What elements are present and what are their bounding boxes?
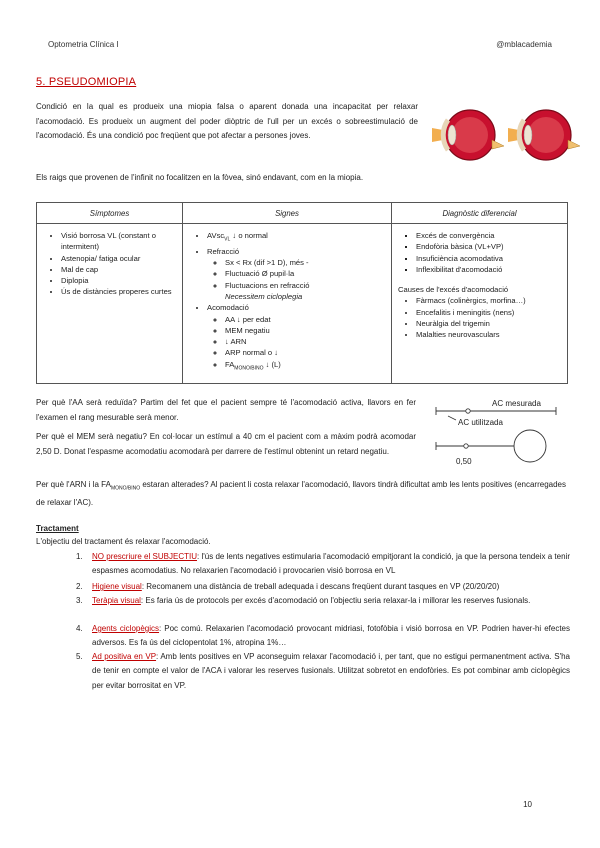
- sign-sub-item: ◦ AA ↓ per edat: [225, 314, 387, 325]
- symptom-item: • Astenopia/ fatiga ocular: [61, 253, 178, 264]
- eye-circle: [514, 430, 546, 462]
- signs-cell: [183, 224, 392, 384]
- question-aa: Per què l'AA serà reduïda? Partim del fet que el pacient sempre té l'acomodació activa, llavors en fer l'examen el rang mesurable serà menor.: [36, 398, 416, 422]
- eye-diagram-left: [432, 110, 504, 160]
- intro-paragraph: Condició en la qual es produeix una miopia falsa o aparent donada una incapacitat per relaxar l'acomodació. Es produeix un augment del poder diòptric de l'ull per un excés o sobreestimulació de l'acomodació. És una condició poc freqüent que pot afectar a persones joves.: [36, 102, 418, 140]
- cause-item: • Malalties neurovasculars: [416, 329, 563, 340]
- sign-sub-item: ◦ ARP normal o ↓: [225, 347, 387, 358]
- sign-sub-item: ◦ Sx < Rx (dif >1 D), més -: [225, 257, 387, 268]
- th-diagnosis: Diagnòstic diferencial: [392, 203, 568, 224]
- rays-paragraph: Els raigs que provenen de l'infinit no focalitzen en la fòvea, sinó endavant, com en la miopia.: [36, 173, 364, 182]
- cause-item: • Fàrmacs (colinèrgics, morfina…): [416, 295, 563, 306]
- treatment-title: Tractament: [36, 524, 79, 533]
- sign-sub-item: ◦ MEM negatiu: [225, 325, 387, 336]
- th-signs: Signes: [183, 203, 392, 224]
- symptom-item: • Visió borrosa VL (constant o intermitent): [61, 230, 178, 253]
- diag-item: ▪ Endofòria bàsica (VL+VP): [416, 241, 563, 252]
- ac-mesurada-label: AC mesurada: [492, 399, 541, 408]
- header-right: @mblacademia: [496, 40, 552, 49]
- sign-fa: ◦ $FA_{MONO/BINO}$ ↓ (L): [225, 359, 387, 375]
- value-label: 0,50: [456, 457, 472, 466]
- cause-item: • Neuràlgia del trigemin: [416, 318, 563, 329]
- cicloplegia-note: Necessitem cicloplegia: [225, 292, 303, 301]
- diag-item: ▪ Insuficiència acomodativa: [416, 253, 563, 264]
- th-symptoms: Símptomes: [37, 203, 183, 224]
- sign-acomodacio: • Acomodació ◦ AA ↓ per edat ◦ MEM negatiu ◦ ↓ ARN ◦ ARP normal o ↓ ◦ $FA_{MONO/BINO}$ ↓ (L): [207, 302, 387, 374]
- causes-title: Causes de l'excés d'acomodació: [398, 285, 509, 295]
- symptoms-table: [36, 202, 568, 384]
- diag-item: ▪ Inflexibilitat d'acomodació: [416, 264, 563, 275]
- question-arn: Per què l'ARN i la $FA_{MONO/BINO}$ estaran alterades? Al pacient li costa relaxar l'acomodació, llavors tindrà dificultat amb les lents positives (encarregades de relaxar l'AC).: [36, 480, 566, 508]
- symptoms-cell: [37, 224, 183, 384]
- eye-diagrams: [430, 100, 580, 170]
- section-title: 5. PSEUDOMIOPIA: [36, 76, 137, 88]
- sign-refraccio: • Refracció ◦ Sx < Rx (dif >1 D), més - ◦ Fluctuació Ø pupil·la ◦ Fluctuacions en refracció Necessitem cicloplegia: [207, 246, 387, 302]
- sign-sub-item: ◦ Fluctuacions en refracció: [225, 280, 387, 291]
- treatment-objective: L'objectiu del tractament és relaxar l'acomodació.: [36, 537, 211, 546]
- sign-sub-item: ◦ ↓ ARN: [225, 336, 387, 347]
- symptom-item: • Diplopia: [61, 275, 178, 286]
- ac-utilitzada-label: AC utilitzada: [458, 418, 503, 427]
- ac-diagram: [430, 392, 570, 472]
- symptom-item: • Mal de cap: [61, 264, 178, 275]
- ac-marker: [466, 409, 470, 413]
- diag-item: ▪ Excés de convergència: [416, 230, 563, 241]
- header-left: Optometria Clínica I: [48, 40, 119, 49]
- symptom-item: • Ús de distàncies properes curtes: [61, 286, 178, 297]
- diagnosis-cell: [392, 224, 568, 384]
- sign-avsc: • AVsc$_{VL}$ ↓ o normal: [207, 230, 387, 246]
- question-mem: Per què el MEM serà negatiu? En col·locar un estímul a 40 cm el pacient com a màxim podrà acomodar 2,50 D. Donat l'espasme acomodatiu acomodarà per darrere de l'estímul obtenint un retard negatiu.: [36, 432, 416, 456]
- cause-item: • Encefalitis i meningitis (nens): [416, 307, 563, 318]
- sign-sub-item: ◦ Fluctuació Ø pupil·la: [225, 268, 387, 279]
- page-number: 10: [523, 800, 532, 809]
- eye-diagram-right: [508, 110, 580, 160]
